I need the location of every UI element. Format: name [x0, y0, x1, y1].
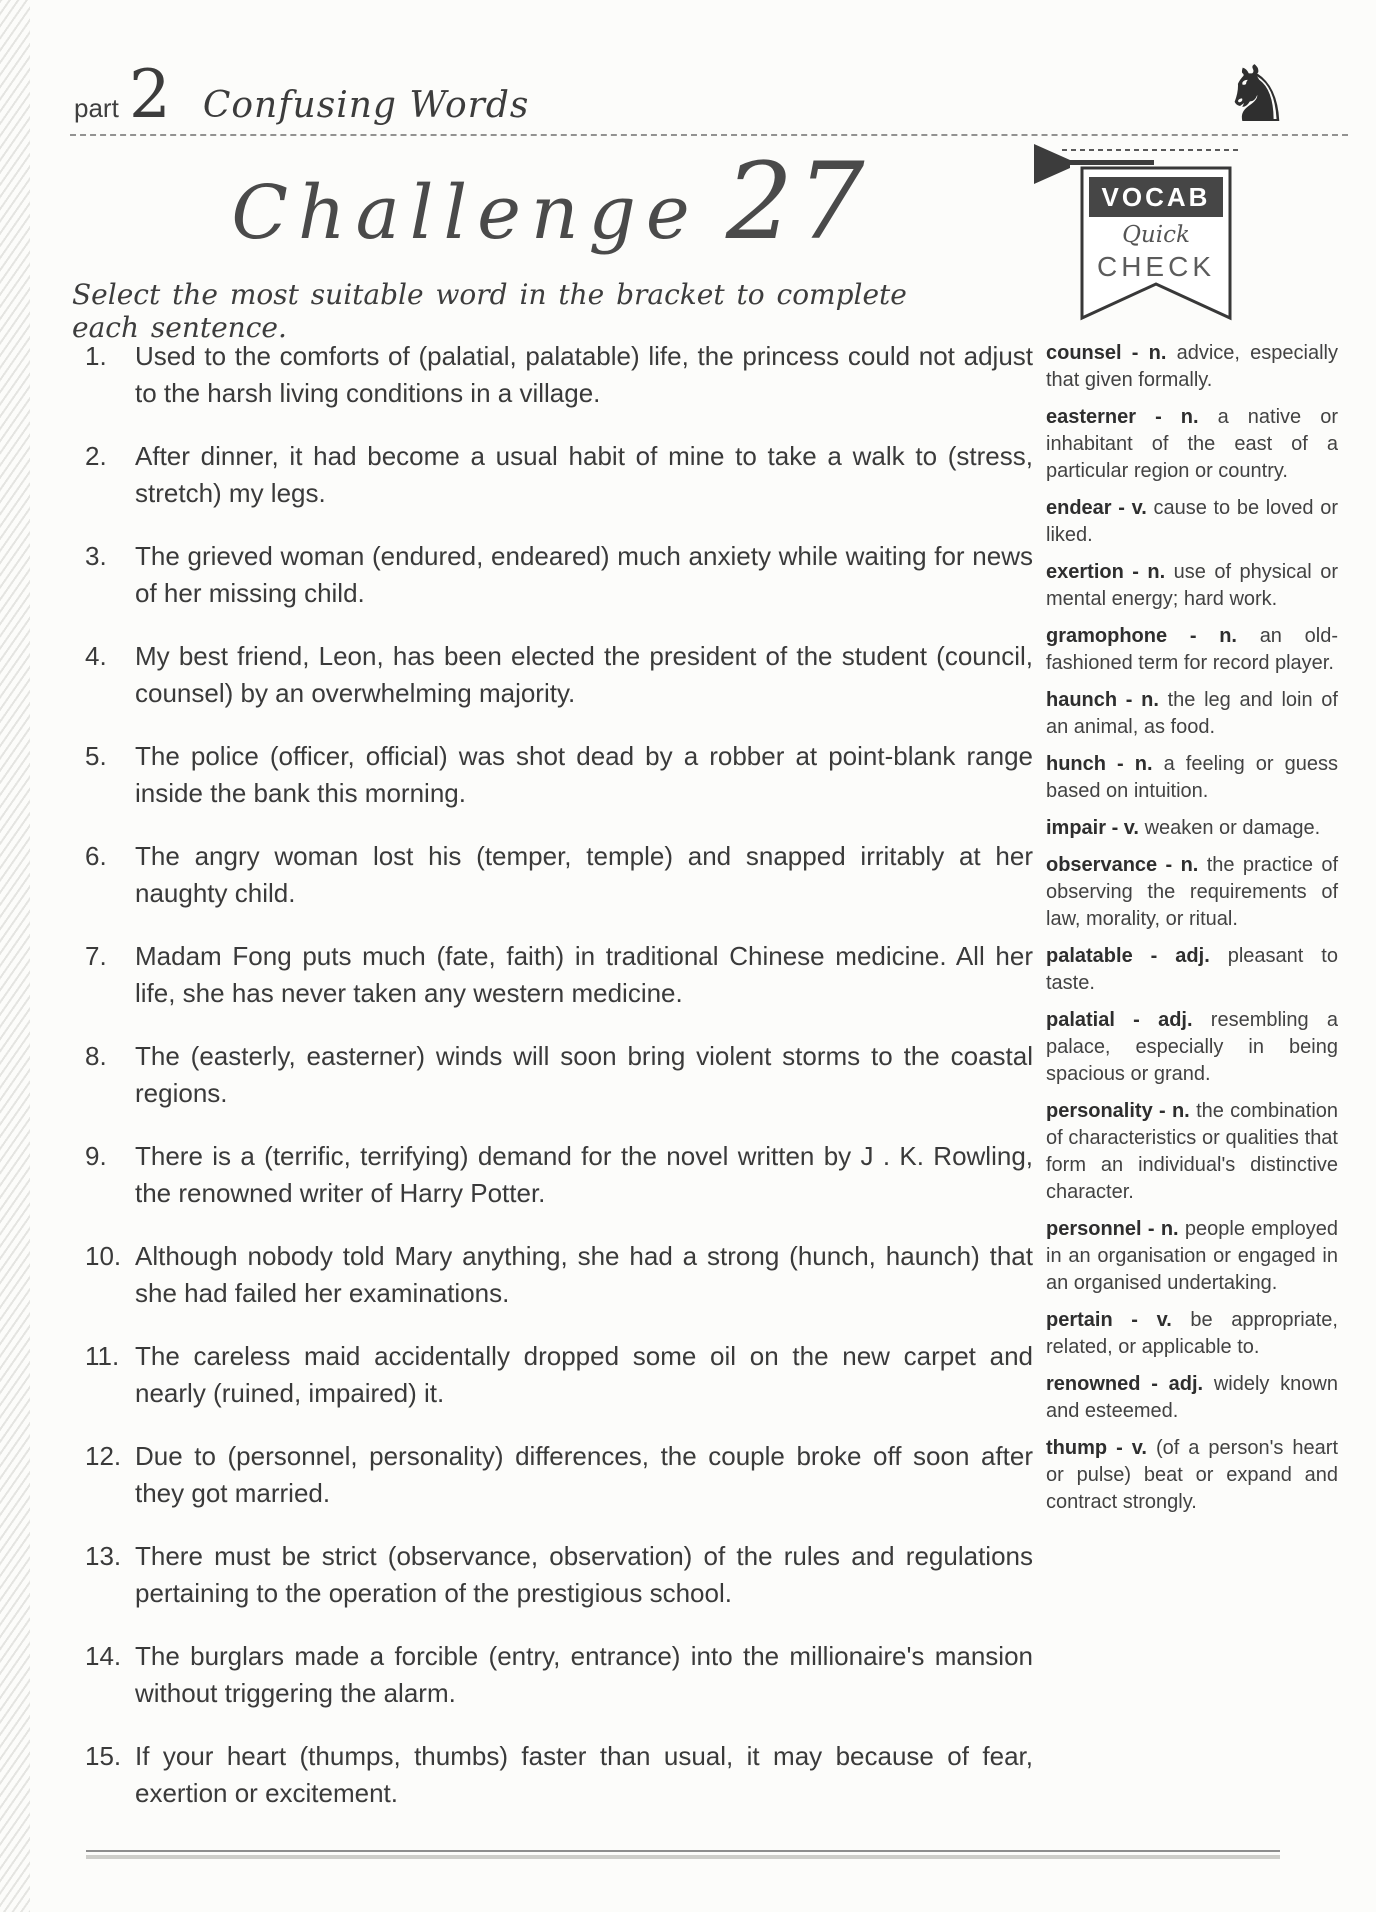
vocab-definition: widely known and esteemed.: [1046, 1373, 1338, 1422]
question-number: 9.: [85, 1141, 107, 1171]
vocab-definition: be appropriate, related, or applicable to.: [1046, 1309, 1338, 1358]
question-item: [85, 538, 1033, 612]
vocab-term: easterner - n.: [1046, 406, 1199, 428]
question-item: [85, 838, 1033, 912]
question-text: My best friend, Leon, has been elected the president of the student (council, counsel) by an overwhelming majority.: [135, 641, 1033, 708]
vocab-definition: (of a person's heart or pulse) beat or expand and contract strongly.: [1046, 1437, 1338, 1513]
vocab-entry: [1046, 943, 1338, 997]
vocab-definition: an old-fashioned term for record player.: [1046, 625, 1338, 674]
question-number: 8.: [85, 1041, 107, 1071]
vocab-entry: [1046, 852, 1338, 933]
question-item: [85, 1638, 1033, 1712]
part-number: 2: [128, 56, 171, 133]
vocab-term: palatable - adj.: [1046, 945, 1210, 967]
question-item: [85, 938, 1033, 1012]
vocab-definition: the practice of observing the requirements of law, morality, or ritual.: [1046, 854, 1339, 930]
badge-quick-label: Quick: [1122, 222, 1190, 248]
vocab-term: counsel - n.: [1046, 342, 1167, 364]
vocab-entry: [1046, 623, 1338, 677]
question-number: 5.: [85, 741, 107, 771]
question-text: Due to (personnel, personality) differences, the couple broke off soon after they got married.: [135, 1441, 1033, 1508]
question-text: There is a (terrific, terrifying) demand for the novel written by J . K. Rowling, the renowned writer of Harry Potter.: [135, 1141, 1033, 1208]
vocab-term: pertain - v.: [1046, 1309, 1172, 1331]
question-number: 6.: [85, 841, 107, 871]
question-text: Madam Fong puts much (fate, faith) in traditional Chinese medicine. All her life, she has never taken any western medicine.: [135, 941, 1033, 1008]
question-text: The police (officer, official) was shot dead by a robber at point-blank range inside the bank this morning.: [135, 741, 1033, 808]
page-header: [74, 56, 1174, 133]
vocab-term: palatial - adj.: [1046, 1009, 1193, 1031]
vocab-definition: cause to be loved or liked.: [1046, 497, 1338, 546]
question-number: 12.: [85, 1441, 122, 1471]
question-item: [85, 738, 1033, 812]
vocab-entry: [1046, 340, 1338, 394]
vocab-entry: [1046, 751, 1338, 805]
question-number: 3.: [85, 541, 107, 571]
vocab-entry: [1046, 1371, 1338, 1425]
question-number: 13.: [85, 1541, 122, 1571]
question-text: The angry woman lost his (temper, temple) and snapped irritably at her naughty child.: [135, 841, 1033, 908]
vocab-definition: the combination of characteristics or qualities that form an individual's distinctive character.: [1046, 1100, 1339, 1203]
vocab-entry: [1046, 1307, 1338, 1361]
vocab-term: renowned - adj.: [1046, 1373, 1204, 1395]
challenge-label: Challenge: [231, 170, 700, 256]
knight-icon: ♞: [1222, 50, 1292, 140]
challenge-number: 27: [725, 140, 869, 263]
question-item: [85, 1238, 1033, 1312]
vocab-definition: a feeling or guess based on intuition.: [1046, 753, 1338, 802]
badge-vocab-label: VOCAB: [1101, 182, 1211, 212]
vocab-entry: [1046, 1216, 1338, 1297]
vocab-entry: [1046, 559, 1338, 613]
vocab-term: exertion - n.: [1046, 561, 1166, 583]
badge-check-label: CHECK: [1096, 251, 1216, 282]
vocab-entry: [1046, 1007, 1338, 1088]
header-rule: [70, 134, 1348, 136]
question-item: [85, 438, 1033, 512]
question-item: [85, 1538, 1033, 1612]
question-number: 10.: [85, 1241, 122, 1271]
vocab-definition: people employed in an organisation or engaged in an organised undertaking.: [1046, 1218, 1338, 1294]
questions-list: [85, 338, 1033, 1838]
vocab-entry: [1046, 404, 1338, 485]
scan-edge-texture: [0, 0, 30, 1912]
vocab-entry: [1046, 1098, 1338, 1206]
question-number: 2.: [85, 441, 107, 471]
footer-rule: [86, 1850, 1280, 1855]
challenge-title: [231, 140, 869, 263]
question-number: 14.: [85, 1641, 122, 1671]
vocab-entry: [1046, 815, 1338, 842]
vocab-entry: [1046, 687, 1338, 741]
question-text: The (easterly, easterner) winds will soon bring violent storms to the coastal regions.: [135, 1041, 1033, 1108]
question-item: [85, 338, 1033, 412]
question-text: Used to the comforts of (palatial, palatable) life, the princess could not adjust to the harsh living conditions in a village.: [135, 341, 1033, 408]
vocab-quick-check-badge: [1028, 138, 1246, 330]
vocab-definition: advice, especially that given formally.: [1046, 342, 1338, 391]
vocab-definition: resembling a palace, especially in being spacious or grand.: [1046, 1009, 1338, 1085]
question-number: 4.: [85, 641, 107, 671]
question-text: After dinner, it had become a usual habit of mine to take a walk to (stress, stretch) my legs.: [135, 441, 1033, 508]
vocab-term: observance - n.: [1046, 854, 1199, 876]
vocab-term: endear - v.: [1046, 497, 1147, 519]
question-text: Although nobody told Mary anything, she had a strong (hunch, haunch) that she had failed her examinations.: [135, 1241, 1033, 1308]
question-item: [85, 1038, 1033, 1112]
vocab-term: gramophone - n.: [1046, 625, 1237, 647]
vocab-sidebar: [1046, 340, 1338, 1526]
vocab-definition: pleasant to taste.: [1046, 945, 1338, 994]
part-label: part: [74, 93, 119, 123]
vocab-definition: the leg and loin of an animal, as food.: [1046, 689, 1338, 738]
vocab-definition: use of physical or mental energy; hard work.: [1046, 561, 1338, 610]
vocab-term: impair - v.: [1046, 817, 1139, 839]
vocab-definition: weaken or damage.: [1144, 817, 1321, 839]
question-text: The burglars made a forcible (entry, entrance) into the millionaire's mansion without triggering the alarm.: [135, 1641, 1033, 1708]
question-number: 1.: [85, 341, 107, 371]
vocab-term: haunch - n.: [1046, 689, 1159, 711]
question-item: [85, 1438, 1033, 1512]
question-text: The grieved woman (endured, endeared) much anxiety while waiting for news of her missing child.: [135, 541, 1033, 608]
vocab-term: personality - n.: [1046, 1100, 1190, 1122]
vocab-entry: [1046, 495, 1338, 549]
question-item: [85, 638, 1033, 712]
instruction-text: Select the most suitable word in the bracket to complete each sentence.: [72, 278, 907, 344]
question-item: [85, 1738, 1033, 1812]
question-text: The careless maid accidentally dropped some oil on the new carpet and nearly (ruined, impaired) it.: [135, 1341, 1033, 1408]
question-text: There must be strict (observance, observation) of the rules and regulations pertaining to the operation of the prestigious school.: [135, 1541, 1033, 1608]
question-item: [85, 1138, 1033, 1212]
vocab-term: thump - v.: [1046, 1437, 1147, 1459]
vocab-entry: [1046, 1435, 1338, 1516]
vocab-term: hunch - n.: [1046, 753, 1153, 775]
part-title: Confusing Words: [202, 85, 530, 126]
question-item: [85, 1338, 1033, 1412]
vocab-term: personnel - n.: [1046, 1218, 1179, 1240]
question-text: If your heart (thumps, thumbs) faster than usual, it may because of fear, exertion or excitement.: [135, 1741, 1033, 1808]
question-number: 11.: [85, 1341, 120, 1371]
vocab-definition: a native or inhabitant of the east of a particular region or country.: [1046, 406, 1339, 482]
question-number: 15.: [85, 1741, 122, 1771]
question-number: 7.: [85, 941, 107, 971]
